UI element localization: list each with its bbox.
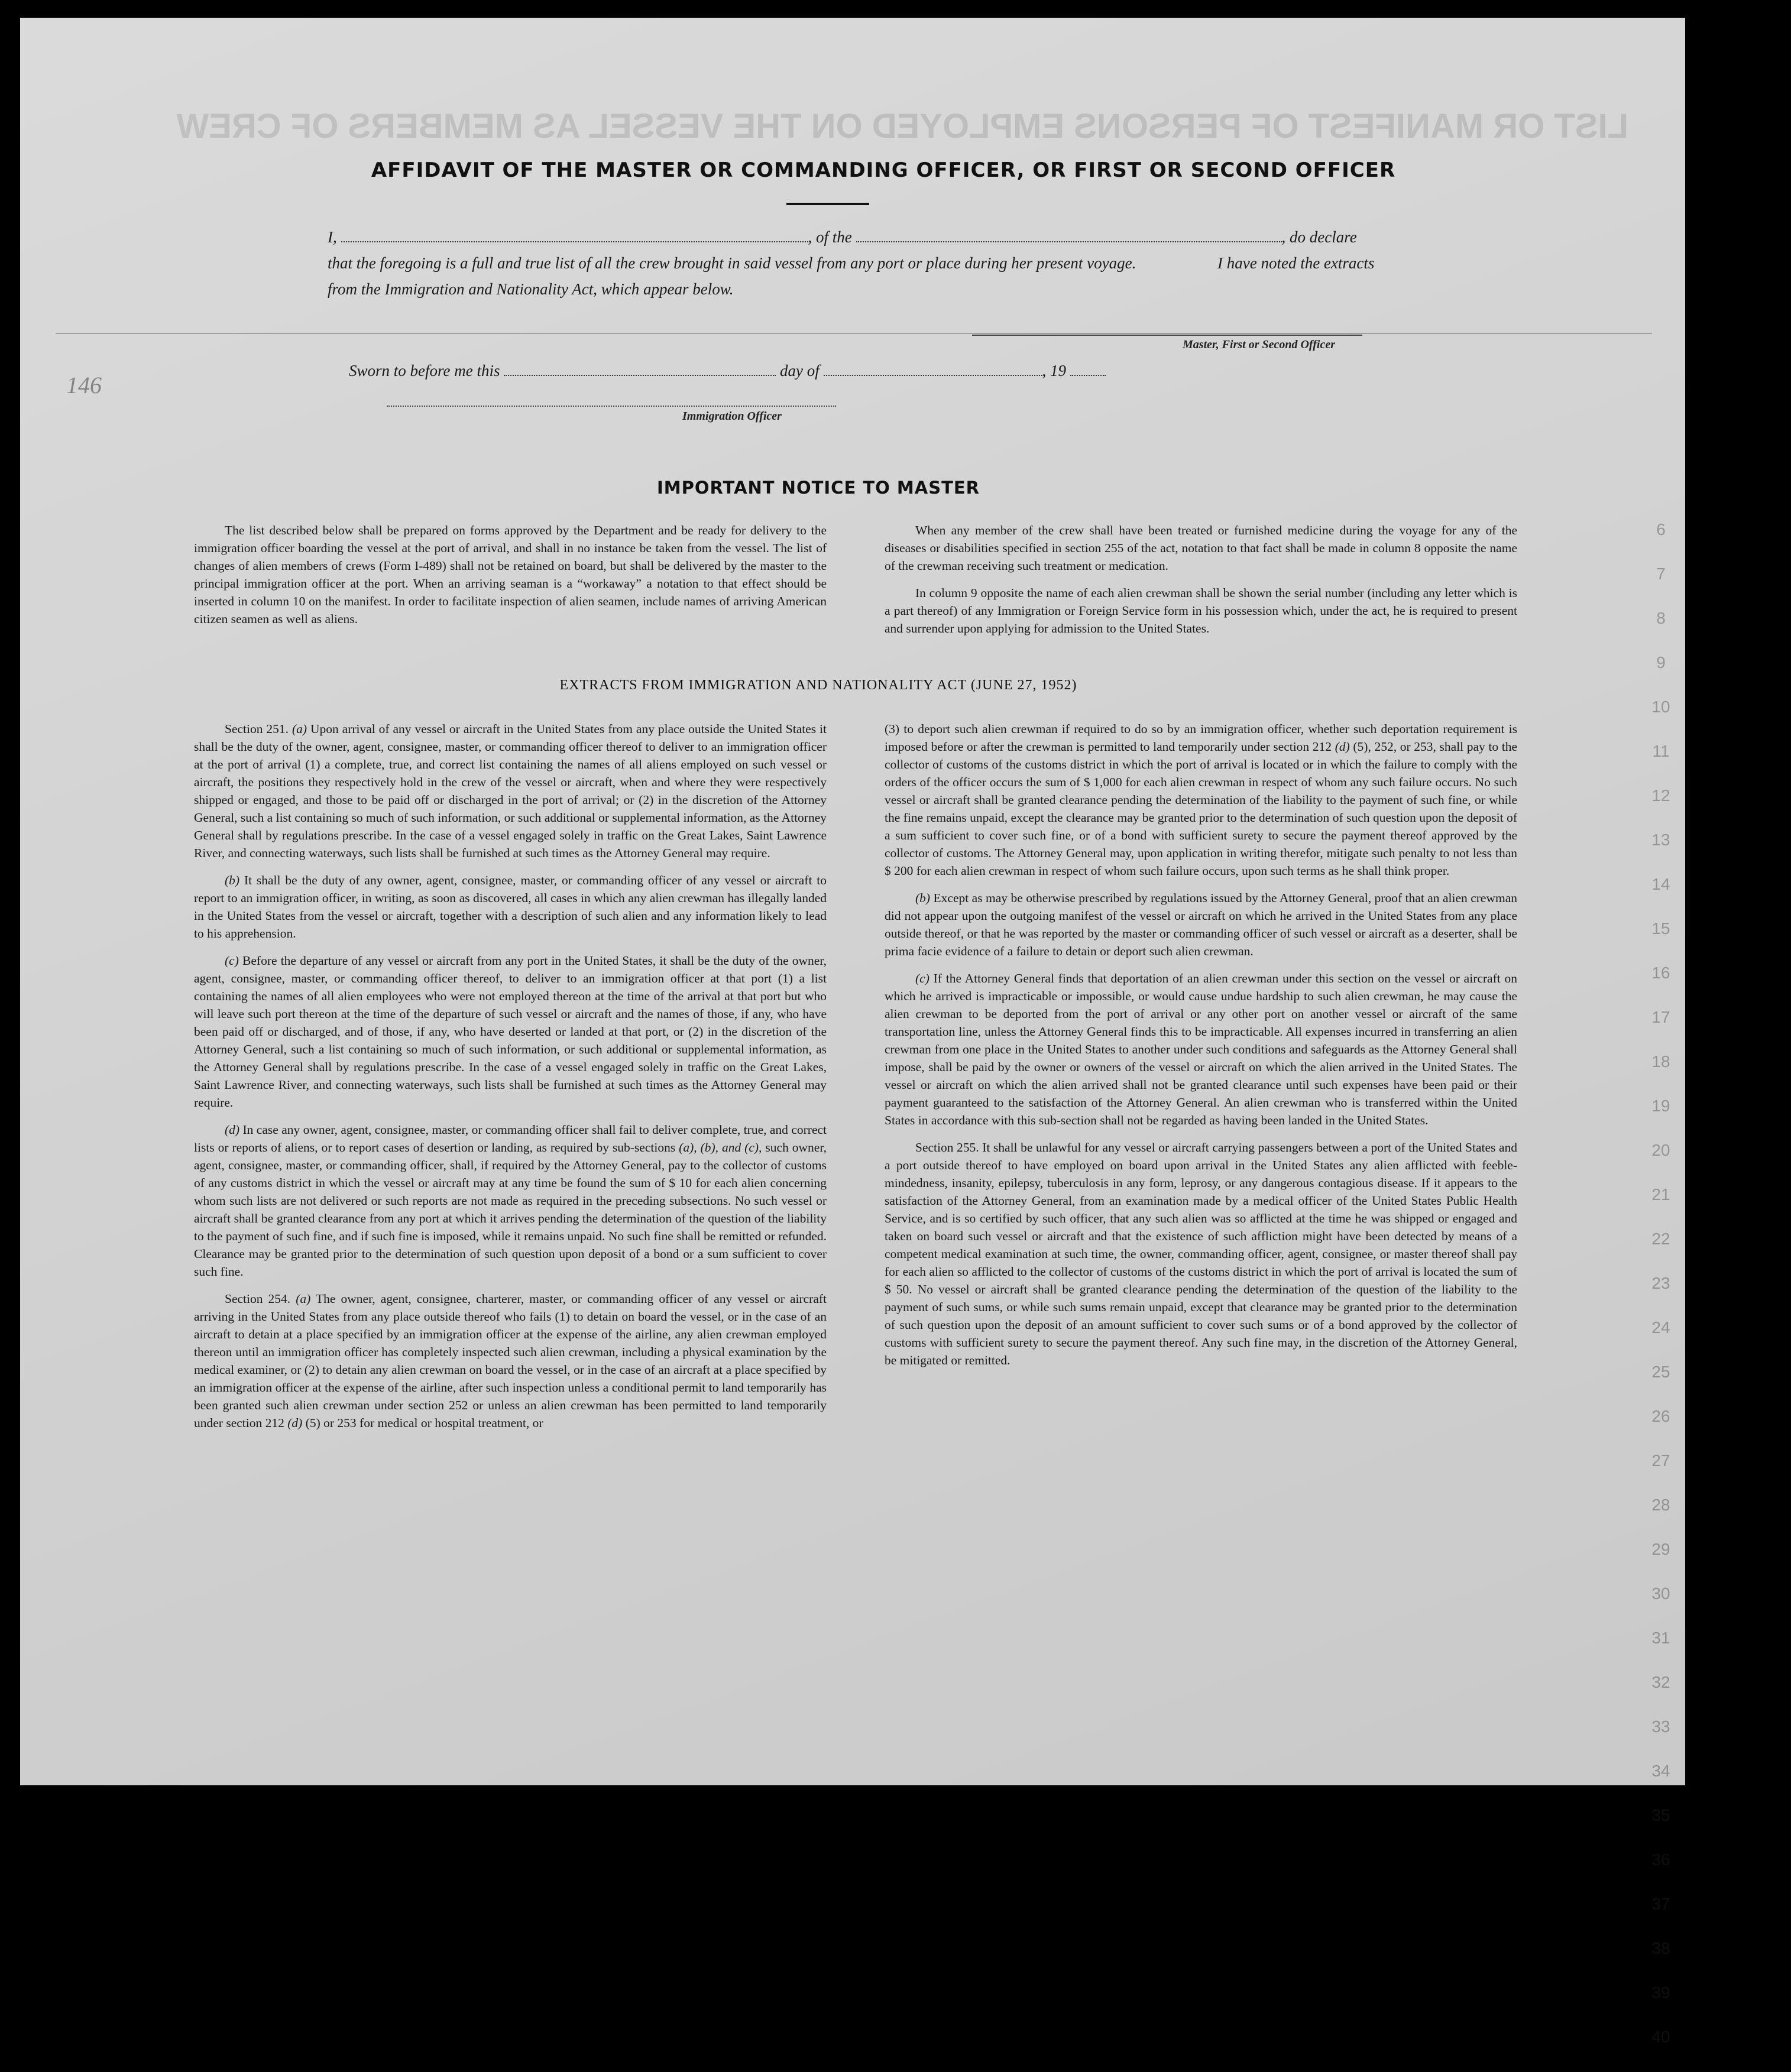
notice-left-column	[194, 521, 827, 637]
master-signature-field[interactable]	[972, 335, 1362, 336]
aff-i-label: I,	[328, 228, 337, 246]
section-251d: (d) In case any owner, agent, consignee, master, or commanding officer shall fail to deliver complete, true, and correct lists or reports of aliens, or to report cases of desertion or landing, as required by sub-sections (a), (b), and (c), such owner, agent, consignee, master, or commanding officer, shall, if required by the Attorney General, pay to the collector of customs of any customs district in which the vessel or aircraft may at any time be found the sum of $ 10 for each alien concerning whom such lists are not delivered or such reports are not made as required in the preceding subsections. No such vessel or aircraft shall be granted clearance from any port at which it arrives pending the determination of the question of the liability to the payment of such fine, and if such fine is imposed, while it remains unpaid. No such fine shall be remitted or refunded. Clearance may be granted prior to the determination of such question upon deposit of a bond or a sum sufficient to cover such fine.	[194, 1123, 827, 1279]
notice-right-column	[885, 521, 1517, 647]
sworn-year-label: , 19	[1042, 362, 1066, 380]
notice-right-paragraph-2: In column 9 opposite the name of each alien crewman shall be shown the serial number (including any letter which is a part thereof) of any Immigration or Foreign Service form in his possession which, under the act, he is required to present and surrender upon applying for admission to the United States.	[885, 586, 1517, 635]
notice-right-paragraph-1: When any member of the crew shall have been treated or furnished medicine during the voyage for any of the diseases or disabilities specified in section 255 of the act, notation to that fact shall be made in column 8 opposite the name of the crewman receiving such treatment or medication.	[885, 523, 1517, 573]
notice-title: IMPORTANT NOTICE TO MASTER	[656, 478, 980, 498]
sworn-year-field[interactable]	[1070, 375, 1106, 376]
sworn-day-field[interactable]	[504, 375, 776, 376]
notice-left-paragraph: The list described below shall be prepared on forms approved by the Department and be ready for delivery to the immigration officer boarding the vessel at the port of arrival, and shall in no instance be taken from the vessel. The list of changes of alien members of crews (Form I-489) shall not be retained on board, but shall be delivered by the master to the principal immigration officer at the port. When an arriving seaman is a “workaway” a notation to that effect should be inserted in column 10 on the manifest. In order to facilitate inspection of alien seamen, include names of arriving American citizen seamen as well as aliens.	[194, 523, 827, 626]
section-251a: Section 251. (a) Upon arrival of any vessel or aircraft in the United States from any place outside the United States it shall be the duty of the owner, agent, consignee, master, or commanding officer thereof to deliver to an immigration officer at the port of arrival (1) a complete, true, and correct list containing the names of all aliens employed on such vessel or aircraft, the positions they respectively hold in the crew of the vessel or aircraft, when and where they were respectively shipped or engaged, and those to be paid off or discharged in the port of arrival; or (2) in the discretion of the Attorney General, such a list containing so much of such information, or such additional or supplemental information, as the Attorney General shall by regulations prescribe. In the case of a vessel engaged solely in traffic on the Great Lakes, Saint Lawrence River, and connecting waterways, such lists shall be furnished at such times as the Attorney General may require.	[194, 722, 827, 860]
edge-row-numbers: 6 7 8 9 10 11 12 13 14 15 16 17 18 19 20 21 22 23 24 25 26 27 28 29 30 31 32 33 34 35 36 37 38 39 40	[1651, 520, 1670, 2046]
affidavit-line-1	[328, 228, 1357, 247]
sworn-prefix: Sworn to before me this	[349, 362, 500, 380]
master-signature-label: Master, First or Second Officer	[1183, 338, 1335, 351]
section-254c: (c) If the Attorney General finds that deportation of an alien crewman under this section on the vessel or aircraft on which he arrived is impracticable or impossible, or would cause undue hardship to such alien crewman, he may cause the alien crewman to be deported from the port of arrival or any other port on another vessel or aircraft of the same transportation line, unless the Attorney General finds this to be impracticable. All expenses incurred in transferring an alien crewman from one place in the United States to another under such conditions and safeguards as the Attorney General shall impose, shall be paid by the owner or owners of the vessel or aircraft on which the alien arrived in the United States. The vessel or aircraft on which the alien arrived shall not be granted clearance until such expenses have been paid or their payment guaranteed to the satisfaction of the Attorney General. An alien crewman who is transferred within the United States in accordance with this sub-section shall not be regarded as having been landed in the United States.	[885, 971, 1518, 1127]
section-251c: (c) Before the departure of any vessel or aircraft from any port in the United States, it shall be the duty of the owner, agent, consignee, master, or commanding officer thereof, to deliver to an immigration officer at that port (1) a list containing the names of all alien employees who were not employed thereon at the time of the arrival at that port but who will leave such port thereon at the time of the departure of such vessel or aircraft and the names of those, if any, who have been paid off or discharged, and of those, if any, who have deserted or landed at that port, or (2) in the discretion of the Attorney General, such a list containing so much of such information, or such additional or supplemental information, as the Attorney General shall by regulations prescribe. In the case of a vessel engaged solely in traffic on the Great Lakes, Saint Lawrence River, and connecting waterways, such lists shall be furnished at such times as the Attorney General may require.	[194, 954, 827, 1110]
extracts-title: EXTRACTS FROM IMMIGRATION AND NATIONALITY ACT (JUNE 27, 1952)	[559, 677, 1077, 693]
affidavit-title: AFFIDAVIT OF THE MASTER OR COMMANDING OFFICER, OR FIRST OR SECOND OFFICER	[371, 158, 1396, 182]
declarant-name-field[interactable]	[341, 241, 808, 242]
immigration-officer-signature-field[interactable]	[387, 406, 836, 407]
title-divider	[786, 203, 869, 205]
affidavit-line-2-right: I have noted the extracts	[1217, 254, 1375, 272]
bleed-through-header: LIST OR MANIFEST OF PERSONS EMPLOYED ON THE VESSEL AS MEMBERS OF CREW	[176, 107, 1628, 145]
extracts-right-column	[885, 720, 1517, 1379]
stamp-number: 146	[66, 372, 102, 398]
section-255: Section 255. It shall be unlawful for any vessel or aircraft carrying passengers between a port of the United States and a port outside thereof to have employed on board upon arrival in the United States any alien afflicted with feeble-mindedness, insanity, epilepsy, tuberculosis in any form, leprosy, or any dangerous contagious disease. If it appears to the satisfaction of the Attorney General, from an examination made by a medical officer of the United States Public Health Service, and is so certified by such officer, that any such alien was so afflicted at the time he was shipped or engaged and taken on board such vessel or aircraft and that the existence of such affliction might have been detected by means of a competent medical examination at such time, the owner, commanding officer, agent, consignee, or master thereof shall pay for each alien so afflicted to the collector of customs of the customs district in which the port of arrival is located the sum of $ 50. No vessel or aircraft shall be granted clearance pending the determination of the question of the liability to the payment of such sums, or while such sums remain unpaid, except that clearance may be granted prior to the determination of such question upon the deposit of an amount sufficient to cover such sums or of a bond approved by the collector of customs with sufficient surety to secure the payment thereof. Any such fine may, in the discretion of the Attorney General, be mitigated or remitted.	[885, 1140, 1517, 1367]
section-254b: (b) Except as may be otherwise prescribed by regulations issued by the Attorney General, proof that an alien crewman did not appear upon the outgoing manifest of the vessel or aircraft on which he arrived in the United States from any place outside thereof, or that he was reported by the master or commanding officer of such vessel or aircraft as a deserter, shall be prima facie evidence of a failure to detain or deport such alien crewman.	[885, 891, 1518, 958]
vessel-name-field[interactable]	[856, 241, 1282, 242]
extracts-left-column	[194, 720, 827, 1441]
aff-of-the-label: , of the	[808, 228, 852, 246]
aff-do-declare-label: , do declare	[1281, 228, 1357, 246]
section-254a: Section 254. (a) The owner, agent, consignee, charterer, master, or commanding officer of any vessel or aircraft arriving in the United States from any place outside thereof who fails (1) to detain on board the vessel, or in the case of an aircraft to detain at a place specified by an immigration officer at the expense of the airline, any alien crewman employed thereon until an immigration officer has completely inspected such alien crewman, including a physical examination by the medical examiner, or (2) to detain any alien crewman on board the vessel, or in the case of an aircraft at a place specified by an immigration officer at the expense of the airline, after such inspection unless a conditional permit to land temporarily has been granted such alien crewman under section 252 or unless an alien crewman has been permitted to land temporarily under section 212 (d) (5) or 253 for medical or hospital treatment, or	[194, 1292, 827, 1430]
affidavit-line-2-left: that the foregoing is a full and true list of all the crew brought in said vessel from any port or place during her present voyage.	[328, 254, 1136, 272]
document-page	[20, 18, 1685, 2046]
sworn-day-of-label: day of	[780, 362, 820, 380]
sworn-line	[349, 362, 1106, 380]
section-divider	[56, 333, 1652, 334]
section-251b: (b) It shall be the duty of any owner, agent, consignee, master, or commanding officer of any vessel or aircraft to report to an immigration officer, in writing, as soon as discovered, all cases in which any alien crewman has illegally landed in the United States from the vessel or aircraft, together with a description of such alien and any information likely to lead to his apprehension.	[194, 873, 827, 941]
immigration-officer-label: Immigration Officer	[682, 410, 782, 423]
section-254a-continued: (3) to deport such alien crewman if required to do so by an immigration officer, whether such deportation requirement is imposed before or after the crewman is permitted to land temporarily under section 212 (d) (5), 252, or 253, shall pay to the collector of customs of the customs district in which the port of arrival is located or in which the failure to comply with the orders of the officer occurs the sum of $ 1,000 for each alien crewman in respect of whom any such failure occurs. No such vessel or aircraft shall be granted clearance pending the determination of the liability to the payment of such fine, or while the fine remains unpaid, except the clearance may be granted prior to the determination of such question upon the deposit of a sum sufficient to cover such fine, or of a bond with sufficient surety to secure the payment thereof approved by the collector of customs. The Attorney General may, upon application in writing therefor, mitigate such penalty to not less than $ 200 for each alien crewman in respect of whom such failure occurs, upon such terms as he shall think proper.	[885, 722, 1517, 878]
affidavit-line-3: from the Immigration and Nationality Act, which appear below.	[328, 280, 734, 298]
sworn-month-field[interactable]	[824, 375, 1042, 376]
